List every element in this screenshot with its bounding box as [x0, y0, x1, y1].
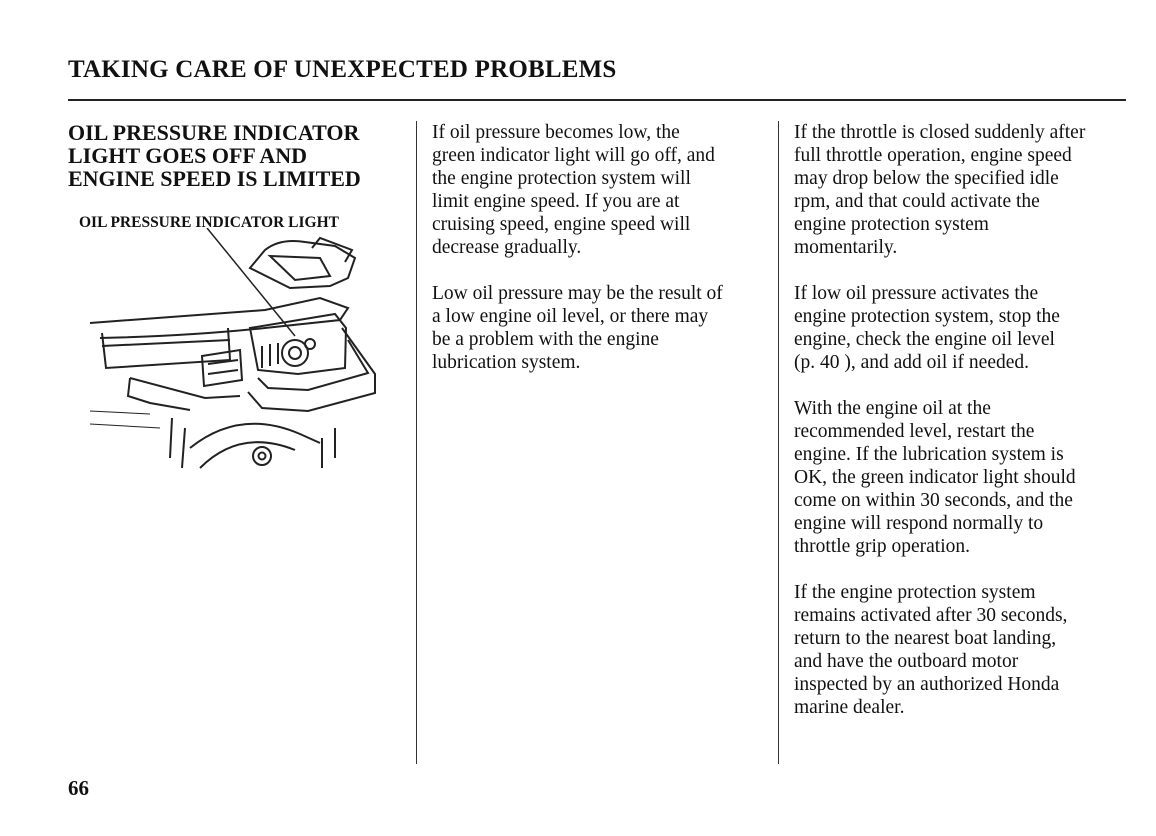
text-line: may drop below the specified idle — [794, 168, 1059, 189]
text-line: With the engine oil at the — [794, 398, 991, 419]
text-line: cruising speed, engine speed will — [432, 214, 691, 235]
section-heading-line: ENGINE SPEED IS LIMITED — [68, 166, 361, 191]
text-line: engine will respond normally to — [794, 513, 1044, 534]
paragraph — [794, 282, 1134, 374]
text-line: full throttle operation, engine speed — [794, 145, 1072, 166]
paragraph — [432, 121, 767, 259]
text-line: remains activated after 30 seconds, — [794, 605, 1068, 626]
text-line: lubrication system. — [432, 352, 581, 373]
text-line: marine dealer. — [794, 697, 905, 718]
header-rule — [68, 99, 1126, 101]
text-line: throttle grip operation. — [794, 536, 970, 557]
text-line: momentarily. — [794, 237, 898, 258]
callout-leader-line — [207, 228, 295, 336]
text-line: Low oil pressure may be the result of — [432, 283, 723, 304]
text-line: engine protection system, stop the — [794, 306, 1060, 327]
text-line: limit engine speed. If you are at — [432, 191, 680, 212]
text-line: engine protection system — [794, 214, 989, 235]
text-line: OK, the green indicator light should — [794, 467, 1076, 488]
column-divider-2 — [778, 121, 779, 764]
text-line: decrease gradually. — [432, 237, 582, 258]
paragraph — [794, 397, 1134, 558]
text-line: rpm, and that could activate the — [794, 191, 1040, 212]
text-line: If oil pressure becomes low, the — [432, 122, 680, 143]
text-line: green indicator light will go off, and — [432, 145, 715, 166]
text-line: engine, check the engine oil level — [794, 329, 1055, 350]
section-heading-line: LIGHT GOES OFF AND — [68, 143, 307, 168]
text-line: If the throttle is closed suddenly after — [794, 122, 1086, 143]
text-line: a low engine oil level, or there may — [432, 306, 709, 327]
text-line: be a problem with the engine — [432, 329, 659, 350]
paragraph — [794, 121, 1134, 259]
text-line: (p. 40 ), and add oil if needed. — [794, 352, 1030, 373]
text-line: If low oil pressure activates the — [794, 283, 1039, 304]
text-line: return to the nearest boat landing, — [794, 628, 1057, 649]
figure-label: OIL PRESSURE INDICATOR LIGHT — [79, 214, 339, 231]
text-line: engine. If the lubrication system is — [794, 444, 1064, 465]
paragraph — [794, 581, 1134, 719]
text-line: recommended level, restart the — [794, 421, 1035, 442]
text-line: and have the outboard motor — [794, 651, 1019, 672]
text-line: inspected by an authorized Honda — [794, 674, 1060, 695]
page-number: 66 — [68, 776, 89, 800]
section-heading-line: OIL PRESSURE INDICATOR — [68, 120, 360, 145]
text-line: If the engine protection system — [794, 582, 1036, 603]
section-heading — [68, 121, 408, 190]
column-2 — [432, 121, 767, 397]
text-line: come on within 30 seconds, and the — [794, 490, 1073, 511]
text-line: the engine protection system will — [432, 168, 691, 189]
page-header: TAKING CARE OF UNEXPECTED PROBLEMS — [68, 56, 617, 83]
paragraph — [432, 282, 767, 374]
column-3 — [794, 121, 1134, 742]
column-divider-1 — [416, 121, 417, 764]
oil-pressure-indicator-illustration — [90, 228, 390, 478]
